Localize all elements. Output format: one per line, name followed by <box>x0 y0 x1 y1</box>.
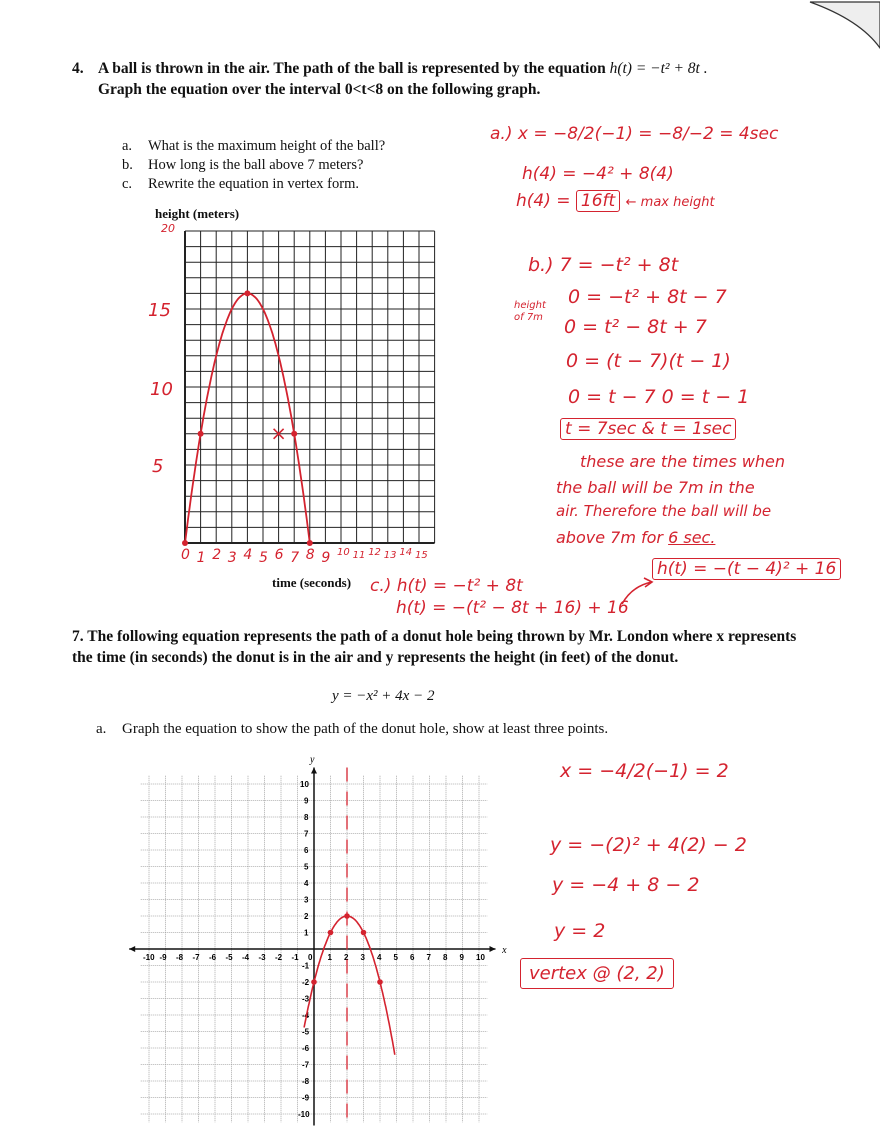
work4-b-line2: 0 = −t² + 8t − 7 <box>568 286 727 308</box>
x-tick-label: 3 <box>360 953 365 962</box>
q4-ymark-15: 15 <box>148 300 171 321</box>
x-tick-label: -5 <box>225 953 233 962</box>
plotted-point <box>344 913 350 919</box>
y-tick-label: -1 <box>302 961 310 971</box>
y-tick-label: 3 <box>304 895 309 905</box>
work4-b-line3: 0 = t² − 8t + 7 <box>564 316 707 338</box>
q4-parts <box>122 137 385 194</box>
q4-xmark-11: 11 <box>352 550 366 561</box>
y-tick-label: 6 <box>304 846 309 855</box>
plotted-point <box>307 540 313 546</box>
q4-xmark-4: 4 <box>243 547 253 563</box>
y-tick-label: -7 <box>302 1060 310 1070</box>
q4-xmark-12: 12 <box>368 547 381 558</box>
q4-xmark-2: 2 <box>212 547 222 563</box>
x-tick-label: 9 <box>459 953 464 962</box>
q4-ymark-5: 5 <box>152 456 164 477</box>
q7-graph <box>126 752 506 1124</box>
q4-xmark-9: 9 <box>321 550 331 566</box>
y-tick-label: -4 <box>302 1011 310 1020</box>
y-tick-label: 1 <box>304 928 309 938</box>
work4-b-expl2: the ball will be 7m in the <box>556 478 755 497</box>
y-tick-label: 10 <box>300 780 309 789</box>
y-tick-label: -8 <box>302 1077 310 1086</box>
x-tick-label: -6 <box>209 953 217 962</box>
y-tick-label: 2 <box>304 912 309 921</box>
work7-line2: y = −(2)² + 4(2) − 2 <box>550 834 747 856</box>
x-arrow-left <box>129 946 135 952</box>
q4-xmark-13: 13 <box>383 550 397 561</box>
x-tick-label: 6 <box>410 953 415 962</box>
plotted-point <box>182 540 188 546</box>
work7-line1: x = −4/2(−1) = 2 <box>560 760 729 782</box>
q4-xmark-7: 7 <box>290 550 300 566</box>
y-arrow-up <box>311 768 317 774</box>
q4-number: 4. <box>72 60 84 77</box>
work4-a-line3-pre: h(4) = <box>516 191 571 211</box>
q7-number: 7. <box>72 628 84 645</box>
q4-line1: A ball is thrown in the air. The path of the ball is represented by the equation <box>98 60 606 77</box>
plotted-point <box>311 979 317 985</box>
q4-y-axis-title: height (meters) <box>155 206 240 221</box>
x-tick-label: 8 <box>443 953 448 962</box>
parabola-curve <box>304 916 395 1055</box>
plotted-point <box>198 431 204 437</box>
q4-ymark-20: 20 <box>161 222 175 235</box>
x-tick-label: -3 <box>258 953 266 962</box>
x-tick-label: -2 <box>275 953 283 962</box>
q7-statement <box>72 626 802 668</box>
x-arrow-right <box>490 946 496 952</box>
q4-equation: h(t) = −t² + 8t . <box>609 60 708 77</box>
work4-b-expl3: air. Therefore the ball will be <box>556 502 772 520</box>
x-tick-label: 7 <box>426 953 431 962</box>
work4-a-note: ← max height <box>625 195 715 210</box>
q4-xmark-1: 1 <box>196 550 206 566</box>
x-tick-label: 4 <box>377 953 382 962</box>
q4-xmark-15: 15 <box>415 550 428 561</box>
work4-b-side: height of 7m <box>514 300 546 323</box>
y-tick-label: -2 <box>302 978 310 987</box>
x-tick-label: 1 <box>327 953 332 962</box>
x-tick-label: -8 <box>176 953 184 962</box>
x-tick-label: 10 <box>476 953 485 962</box>
work7-line4: y = 2 <box>554 920 606 942</box>
q4-graph <box>180 226 440 546</box>
x-tick-label: 2 <box>344 953 349 962</box>
work4-b-expl4-ans: 6 sec. <box>668 528 716 547</box>
work4-b-expl4 <box>556 528 715 547</box>
q7-equation: y = −x² + 4x − 2 <box>332 688 435 704</box>
x-tick-label: -1 <box>291 953 299 962</box>
work7-line3: y = −4 + 8 − 2 <box>552 874 700 896</box>
plotted-point <box>377 979 383 985</box>
q4-xmark-14: 14 <box>399 547 413 558</box>
q4-xmark-5: 5 <box>259 550 268 566</box>
q4-xmark-8: 8 <box>305 547 315 563</box>
y-tick-label: -10 <box>298 1110 310 1119</box>
page-corner-fold <box>800 0 880 50</box>
work7-answer: vertex @ (2, 2) <box>520 958 674 989</box>
work4-b-expl1: these are the times when <box>580 452 785 471</box>
plotted-point <box>244 290 250 296</box>
q7-part-a: a. Graph the equation to show the path of the donut hole, show at least three points. <box>96 721 609 737</box>
q4-part-b: b. How long is the ball above 7 meters? <box>122 157 364 173</box>
y-tick-label: -9 <box>302 1093 310 1103</box>
work4-a-answer: 16ft <box>576 190 620 212</box>
y-tick-label: 8 <box>304 813 309 822</box>
work4-b-line4: 0 = (t − 7)(t − 1) <box>566 350 731 372</box>
plotted-point <box>291 431 297 437</box>
y-tick-label: -3 <box>302 994 310 1004</box>
q4-line2: Graph the equation over the interval 0<t<8 on the following graph. <box>98 81 541 98</box>
x-axis-label: x <box>502 945 507 956</box>
work4-b-line5: 0 = t − 7 0 = t − 1 <box>568 386 750 408</box>
y-tick-label: 7 <box>304 829 309 839</box>
x-tick-label: -4 <box>242 953 250 962</box>
q7-text: The following equation represents the path of a donut hole being thrown by Mr. London where x represents the time (in seconds) the donut is in the air and y represents the height (in feet) of the donut. <box>72 628 797 666</box>
y-tick-label: -6 <box>302 1044 310 1053</box>
work4-c-line2: h(t) = −(t² − 8t + 16) + 16 <box>396 598 629 618</box>
q4-statement <box>98 58 798 100</box>
y-tick-label: 9 <box>304 796 309 806</box>
y-tick-label: -5 <box>302 1027 310 1037</box>
q4-x-axis-title: time (seconds) <box>272 575 352 590</box>
plotted-point <box>328 930 334 936</box>
q4-xmark-6: 6 <box>274 547 284 563</box>
work4-c-line1: c.) h(t) = −t² + 8t <box>370 576 523 596</box>
work4-b-line1: b.) 7 = −t² + 8t <box>528 254 679 276</box>
x-tick-label: 0 <box>308 953 313 962</box>
y-axis-label: y <box>310 754 315 766</box>
work4-b-expl4-pre: above 7m for <box>556 528 663 547</box>
q4-part-a: a. What is the maximum height of the ball? <box>122 138 386 154</box>
work4-b-answer: t = 7sec & t = 1sec <box>560 418 736 440</box>
q4-ymark-10: 10 <box>150 379 173 400</box>
q4-xmark-3: 3 <box>227 550 237 566</box>
x-tick-label: 5 <box>393 953 398 962</box>
work4-a-line2: h(4) = −4² + 8(4) <box>522 164 674 184</box>
x-tick-label: -9 <box>159 953 167 962</box>
plotted-point <box>361 930 367 936</box>
work4-a-line1: a.) x = −8/2(−1) = −8/−2 = 4sec <box>490 124 779 144</box>
y-tick-label: 4 <box>304 879 309 888</box>
x-tick-label: -7 <box>192 953 200 962</box>
x-tick-label: -10 <box>143 953 155 962</box>
q4-xmark-0: 0 <box>181 547 190 563</box>
q4-part-c: c. Rewrite the equation in vertex form. <box>122 176 359 192</box>
y-tick-label: 5 <box>304 862 309 872</box>
q4-xmark-10: 10 <box>337 547 350 558</box>
work4-a-line3 <box>516 191 715 211</box>
work4-c-answer: h(t) = −(t − 4)² + 16 <box>652 558 841 580</box>
